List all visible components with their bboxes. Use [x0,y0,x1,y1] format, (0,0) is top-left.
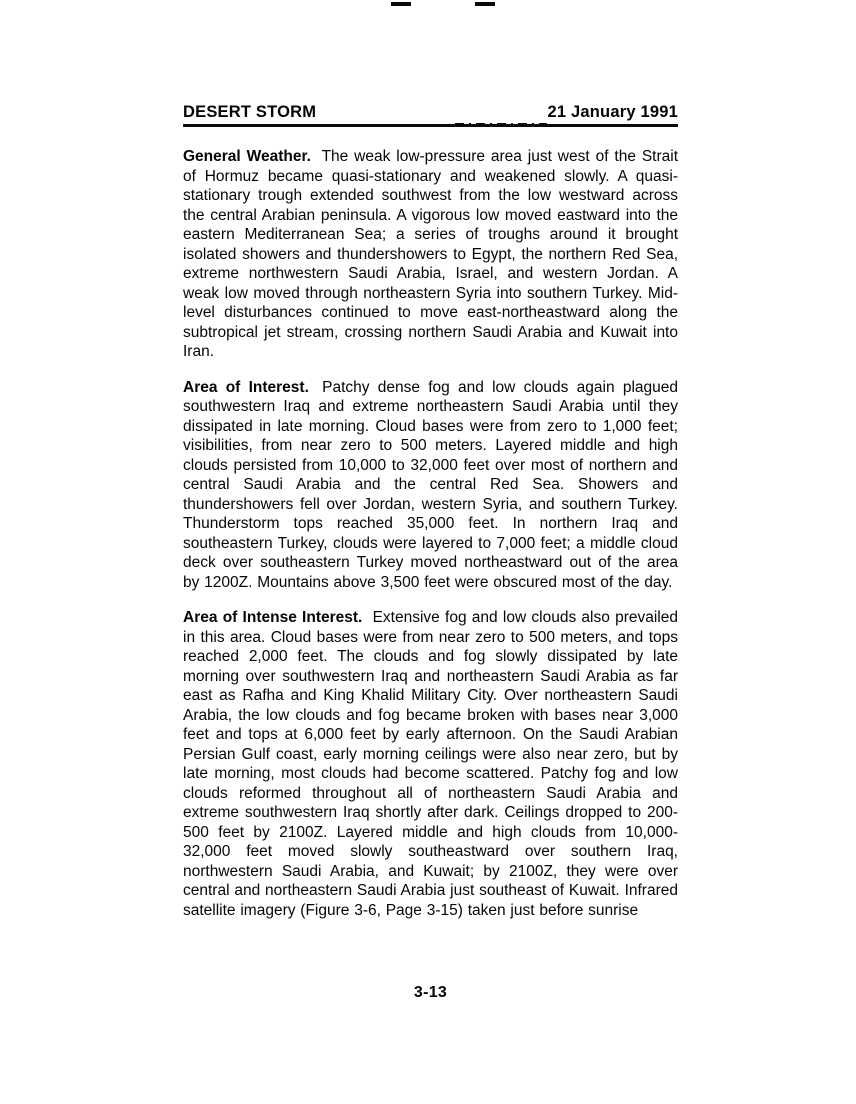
paragraph-body-general-weather: The weak low-pressure area just west of the Strait of Hormuz became quasi-stationary and weakened slowly. A quasi-stationary trough extended southwest from the low westward across the central Arabian peninsula. A vigorous low moved eastward into the eastern Mediterranean Sea; a series of troughs around it brought isolated showers and thundershowers to Egypt, the northern Red Sea, extreme northwestern Saudi Arabia, Israel, and western Jordan. A weak low moved through northeastern Syria into southern Turkey. Mid-level disturbances continued to move east-northeastward along the subtropical jet stream, crossing northern Saudi Arabia and Kuwait into Iran. [183,148,679,360]
paragraph-general-weather [183,147,678,362]
paragraph-body-area-of-intense-interest: Extensive fog and low clouds also prevailed in this area. Cloud bases were from near zero to 500 meters, and tops reached 2,000 feet. The clouds and fog slowly dissipated by late morning over southwestern Iraq and northeastern Saudi Arabia as far east as Rafha and King Khalid Military City. Over northeastern Saudi Arabia, the low clouds and fog became broken with bases near 3,000 feet and tops at 6,000 feet by early afternoon. On the Saudi Arabian Persian Gulf coast, early morning ceilings were also near zero, but by late morning, most clouds had become scattered. Patchy fog and low clouds reformed throughout all of northeastern Saudi Arabia and extreme southwestern Iraq shortly after dark. Ceilings dropped to 200-500 feet by 2100Z. Layered middle and high clouds from 10,000-32,000 feet moved slowly southeastward over southern Iraq, northwestern Saudi Arabia, and Kuwait; by 2100Z, they were over central and northeastern Saudi Arabia just southeast of Kuwait. Infrared satellite imagery (Figure 3-6, Page 3-15) taken just before sunrise [183,609,678,919]
paragraph-area-of-intense-interest [183,608,678,920]
paragraph-body-area-of-interest: Patchy dense fog and low clouds again plagued southwestern Iraq and extreme northeastern Saudi Arabia until they dissipated in late morning. Cloud bases were from zero to 1,000 feet; visibilities, from near zero to 500 meters. Layered middle and high clouds persisted from 10,000 to 32,000 feet over most of northern and central Saudi Arabia and the central Red Sea. Showers and thundershowers fell over Jordan, western Syria, and southern Turkey. Thunderstorm tops reached 35,000 feet. In northern Iraq and southeastern Turkey, clouds were layered to 7,000 feet; a middle cloud deck over southeastern Turkey moved northeastward out of the area by 1200Z. Mountains above 3,500 feet were obscured most of the day. [183,378,678,591]
paragraph-area-of-interest [183,378,678,593]
document-date: 21 January 1991 [547,103,678,121]
document-title: DESERT STORM [183,103,317,121]
scan-artifact-dash [391,2,411,6]
paragraph-heading-area-of-interest: Area of Interest. [183,378,309,396]
paragraph-heading-general-weather: General Weather. [183,148,311,165]
page-content [183,103,678,920]
page-number: 3-13 [413,984,448,1001]
paragraph-heading-area-of-intense-interest: Area of Intense Interest. [183,609,363,626]
page-header [183,103,678,127]
scan-artifact-dash [475,2,495,6]
